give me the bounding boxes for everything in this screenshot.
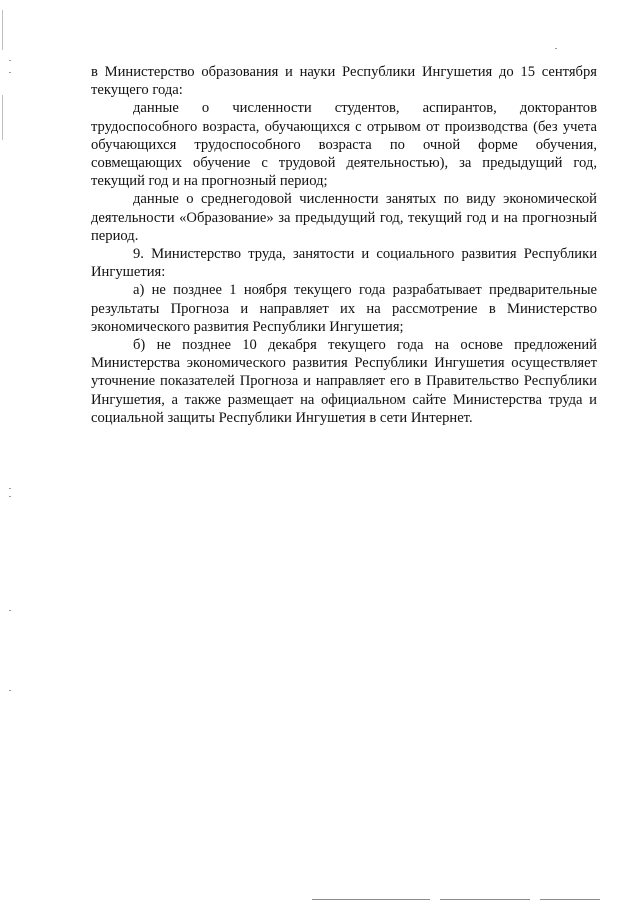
scan-edge-mark [2,95,3,140]
paragraph-student-data: данные о численности студентов, аспирантов, докторантов трудоспособного возраста, обучающихся с отрывом от производства (без учета обучающихся трудоспособного возраста по очной форме обучения, совмещающих обучение с трудовой деятельностью), за предыдущий год, текущий год и на прогнозный период; [91,100,597,190]
scan-speck [555,48,557,49]
scan-bottom-line [440,899,530,900]
paragraph-ministry-education: в Министерство образования и науки Республики Ингушетия до 15 сентября текущего года: [91,64,597,99]
paragraph-item-a: а) не позднее 1 ноября текущего года разрабатывает предварительные результаты Прогноза и направляет их на рассмотрение в Министерство экономического развития Республики Ингушетия; [91,282,597,335]
scan-bottom-line [540,899,600,900]
document-body [91,63,597,427]
paragraph-item-b: б) не позднее 10 декабря текущего года на основе предложений Министерства экономического развития Республики Ингушетия осуществляет уточнение показателей Прогноза и направляет его в Правительство Республики Ингушетия, а также размещает на официальном сайте Министерства труда и социальной защиты Республики Ингушетия в сети Интернет. [91,337,597,426]
scan-speck [9,496,11,497]
scan-speck [9,488,11,489]
paragraph-ministry-labour: 9. Министерство труда, занятости и социального развития Республики Ингушетия: [91,246,597,281]
scan-bottom-line [312,899,430,900]
scan-speck [9,60,11,61]
scan-speck [9,72,11,73]
scan-speck [9,610,11,611]
scan-speck [9,690,11,691]
paragraph-employment-data: данные о среднегодовой численности занятых по виду экономической деятельности «Образование» за предыдущий год, текущий год и на прогнозный период. [91,191,597,244]
scan-edge-mark [2,10,3,50]
